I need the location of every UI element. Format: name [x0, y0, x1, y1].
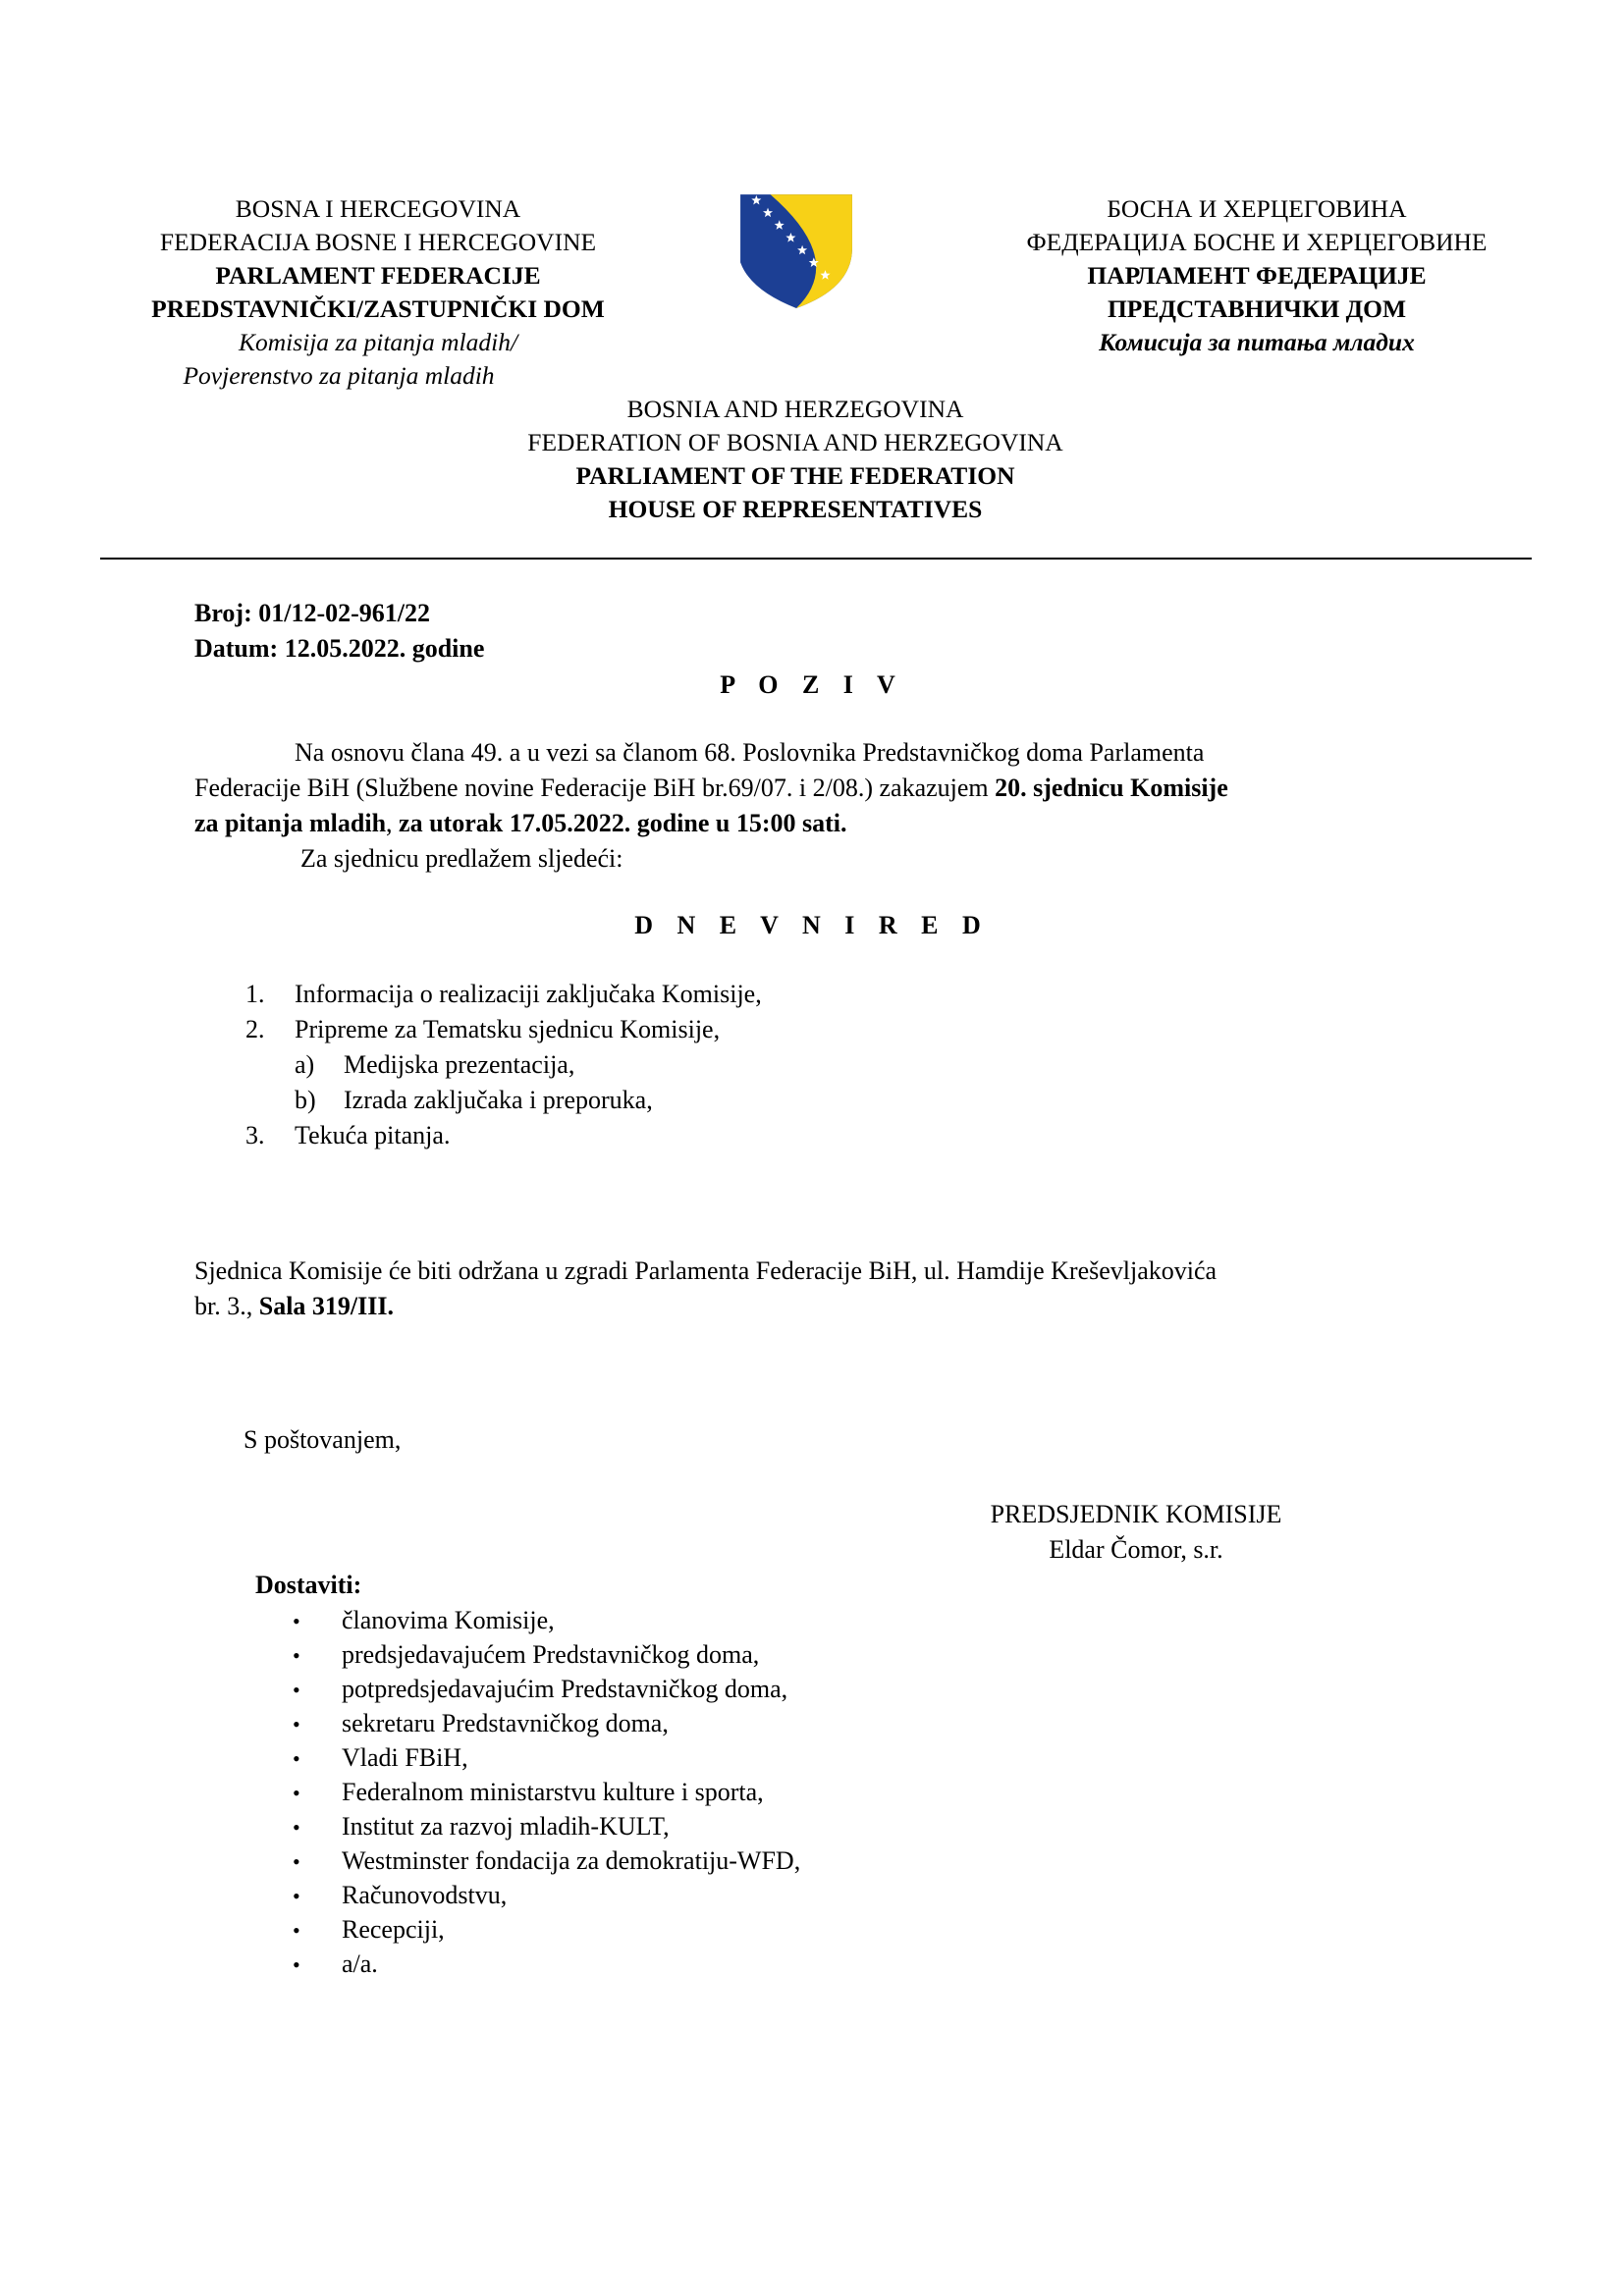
intro-line	[194, 772, 1228, 805]
bullet-icon: •	[293, 1849, 300, 1874]
agenda-item	[245, 978, 762, 1011]
agenda-item	[245, 1119, 450, 1152]
distribution-label: Dostaviti:	[255, 1571, 362, 1599]
distribution-item	[293, 1707, 800, 1741]
agenda-subitem	[295, 1048, 574, 1082]
bullet-icon: •	[293, 1918, 300, 1943]
distribution-item-text: Westminster fondacija za demokratiju-WFD,	[342, 1846, 801, 1875]
distribution-item	[293, 1604, 800, 1638]
room-number: Sala 319/III.	[258, 1292, 394, 1320]
intro-text: Federacije BiH (Službene novine Federacije BiH br.69/07. i 2/08.) zakazujem	[194, 774, 996, 802]
header-left-line: Komisija za pitanja mladih/	[238, 328, 518, 356]
bullet-icon: •	[293, 1678, 300, 1702]
header-center-line: FEDERATION OF BOSNIA AND HERZEGOVINA	[527, 428, 1063, 456]
agenda-subitem-text: Medijska prezentacija,	[344, 1050, 575, 1079]
bullet-icon: •	[293, 1815, 300, 1840]
reference-number: Broj: 01/12-02-961/22	[194, 599, 430, 627]
intro-text: ,	[386, 809, 400, 837]
agenda-item-number: 2.	[245, 1015, 265, 1043]
distribution-item	[293, 1638, 800, 1673]
distribution-item	[293, 1948, 800, 1982]
signature-title: PREDSJEDNIK KOMISIJE	[990, 1500, 1282, 1528]
header-left-line: BOSNA I HERCEGOVINA	[235, 194, 521, 223]
intro-line	[194, 807, 847, 840]
intro-line: Za sjednicu predlažem sljedeći:	[300, 844, 623, 873]
distribution-item-text: Vladi FBiH,	[342, 1743, 468, 1772]
distribution-item-text: članovima Komisije,	[342, 1606, 555, 1634]
header-center-line: PARLIAMENT OF THE FEDERATION	[575, 461, 1015, 490]
bullet-icon: •	[293, 1609, 300, 1633]
distribution-item-text: a/a.	[342, 1949, 378, 1978]
header-center	[471, 393, 1119, 526]
agenda-subitem-letter: a)	[295, 1050, 315, 1079]
agenda-item-text: Informacija o realizaciji zaključaka Komisije,	[295, 980, 762, 1008]
distribution-item-text: Institut za razvoj mladih-KULT,	[342, 1812, 670, 1841]
agenda-subitem-text: Izrada zaključaka i preporuka,	[344, 1086, 653, 1114]
distribution-item	[293, 1741, 800, 1776]
bullet-icon: •	[293, 1712, 300, 1736]
header-left-line: PREDSTAVNIČKI/ZASTUPNIČKI DOM	[151, 294, 605, 323]
session-number: 20. sjednicu Komisije	[995, 774, 1228, 802]
bullet-icon: •	[293, 1643, 300, 1668]
signature-name: Eldar Čomor, s.r.	[1049, 1535, 1223, 1564]
committee-name: za pitanja mladih	[194, 809, 387, 837]
header-left-line: FEDERACIJA BOSNE I HERCEGOVINE	[159, 228, 597, 256]
location-line	[194, 1290, 394, 1323]
closing-salutation: S poštovanjem,	[244, 1425, 402, 1454]
agenda-item-text: Pripreme za Tematsku sjednicu Komisije,	[295, 1015, 721, 1043]
distribution-item	[293, 1673, 800, 1707]
bullet-icon: •	[293, 1884, 300, 1908]
header-center-line: BOSNIA AND HERZEGOVINA	[626, 395, 964, 423]
distribution-item	[293, 1913, 800, 1948]
header-left	[88, 192, 668, 393]
session-datetime: za utorak 17.05.2022. godine u 15:00 sati.	[399, 809, 847, 837]
header-right-line: ФЕДЕРАЦИЈА БОСНЕ И ХЕРЦЕГОВИНЕ	[1026, 228, 1488, 256]
agenda-subitem	[295, 1084, 653, 1117]
bullet-icon: •	[293, 1781, 300, 1805]
header-left-line: PARLAMENT FEDERACIJE	[215, 261, 541, 290]
location-line: Sjednica Komisije će biti održana u zgradi Parlamenta Federacije BiH, ul. Hamdije Kreševljakovića	[194, 1256, 1218, 1285]
distribution-item	[293, 1810, 800, 1844]
location-text: br. 3.,	[194, 1292, 259, 1320]
document-title: P O Z I V	[720, 670, 904, 699]
bullet-icon: •	[293, 1952, 300, 1977]
document-date: Datum: 12.05.2022. godine	[194, 634, 485, 663]
agenda-subitem-letter: b)	[295, 1086, 316, 1114]
header-right	[943, 192, 1571, 359]
intro-line: Na osnovu člana 49. a u vezi sa članom 68. Poslovnika Predstavničkog doma Parlamenta	[295, 738, 1205, 767]
coat-of-arms-icon	[736, 190, 856, 310]
agenda-item-number: 1.	[245, 980, 265, 1008]
header-left-line: Povjerenstvo za pitanja mladih	[183, 361, 495, 390]
distribution-item	[293, 1844, 800, 1879]
distribution-item-text: Računovodstvu,	[342, 1881, 508, 1909]
header-center-line: HOUSE OF REPRESENTATIVES	[608, 495, 983, 523]
distribution-item-text: Recepciji,	[342, 1915, 445, 1944]
header-divider	[100, 558, 1532, 560]
header-right-line: ПРЕДСТАВНИЧКИ ДОМ	[1107, 294, 1407, 323]
distribution-item-text: potpredsjedavajućim Predstavničkog doma,	[342, 1675, 788, 1703]
agenda-item-text: Tekuća pitanja.	[295, 1121, 451, 1149]
distribution-item-text: Federalnom ministarstvu kulture i sporta,	[342, 1778, 764, 1806]
header-right-line: ПАРЛАМЕНТ ФЕДЕРАЦИЈЕ	[1087, 261, 1427, 290]
agenda-item-number: 3.	[245, 1121, 265, 1149]
header-right-line: Комисија за питања младих	[1099, 328, 1415, 356]
header-right-line: БОСНА И ХЕРЦЕГОВИНА	[1107, 194, 1407, 223]
agenda-title: D N E V N I R E D	[634, 911, 990, 939]
agenda-item	[245, 1013, 720, 1046]
distribution-item-text: predsjedavajućem Predstavničkog doma,	[342, 1640, 760, 1669]
bullet-icon: •	[293, 1746, 300, 1771]
distribution-list	[293, 1604, 800, 1982]
distribution-item	[293, 1776, 800, 1810]
distribution-item-text: sekretaru Predstavničkog doma,	[342, 1709, 669, 1737]
distribution-item	[293, 1879, 800, 1913]
